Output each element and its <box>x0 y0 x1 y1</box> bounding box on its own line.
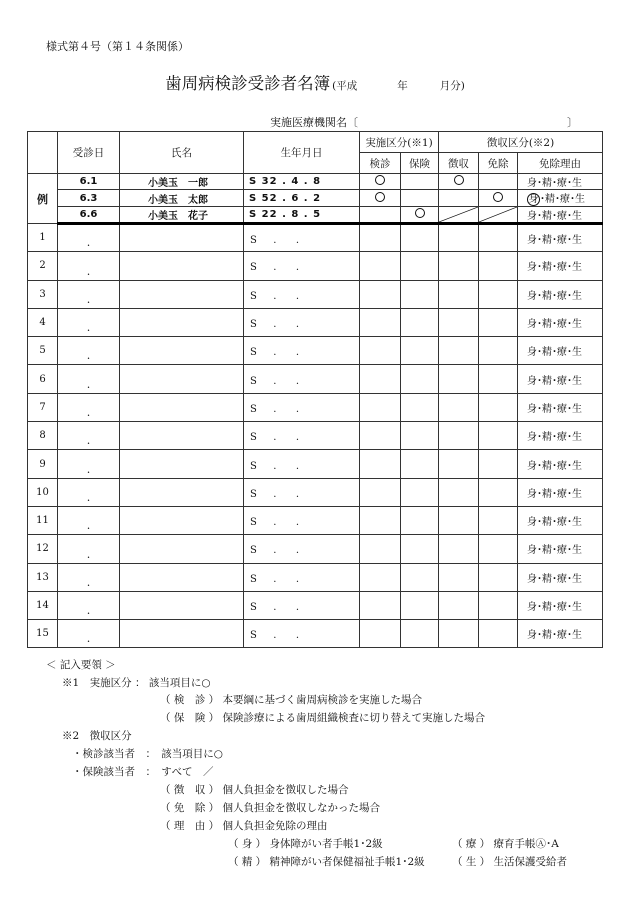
collect-field[interactable] <box>439 535 479 563</box>
example-exempt <box>479 174 518 190</box>
row-number: 11 <box>28 506 58 534</box>
exempt-reason-field[interactable]: 身･精･療･生 <box>518 563 603 591</box>
impl-exam-field[interactable] <box>360 478 401 506</box>
collect-field[interactable] <box>439 478 479 506</box>
exempt-field[interactable] <box>479 620 518 648</box>
example-impl-insurance <box>401 190 439 207</box>
row-number: 12 <box>28 535 58 563</box>
example-exempt-slash <box>479 207 518 224</box>
impl-exam-field[interactable] <box>360 591 401 619</box>
record-row <box>28 563 603 591</box>
exempt-field[interactable] <box>479 422 518 450</box>
collect-field[interactable] <box>439 337 479 365</box>
note-2h: （ 精 ） 精神障がい者保健福祉手帳1･2級 <box>228 856 425 868</box>
date-field[interactable]: . <box>58 535 120 563</box>
record-row <box>28 280 603 308</box>
row-number: 15 <box>28 620 58 648</box>
impl-insurance-field[interactable] <box>401 308 439 336</box>
dob-field[interactable]: S . . <box>244 252 360 280</box>
dob-field[interactable]: S . . <box>244 422 360 450</box>
collect-field[interactable] <box>439 365 479 393</box>
example-label: 例 <box>28 174 58 224</box>
circle-mark <box>375 175 385 185</box>
header-implementation: 実施区分(※1) <box>360 132 439 153</box>
note-2: ※2 徴収区分 <box>62 730 132 742</box>
row-number: 5 <box>28 337 58 365</box>
exempt-field[interactable] <box>479 591 518 619</box>
example-row <box>28 207 603 224</box>
note-2a: ・検診該当者 ： 該当項目に○ <box>72 748 223 760</box>
row-number: 6 <box>28 365 58 393</box>
header-name: 氏名 <box>120 132 244 174</box>
impl-insurance-field[interactable] <box>401 337 439 365</box>
impl-exam-field[interactable] <box>360 308 401 336</box>
example-name: 小美玉 花子 <box>120 207 244 224</box>
name-field[interactable] <box>120 506 244 534</box>
date-field[interactable]: . <box>58 308 120 336</box>
collect-field[interactable] <box>439 280 479 308</box>
row-number: 10 <box>28 478 58 506</box>
example-dob: S 52 . 6 . 2 <box>244 190 360 207</box>
collect-field[interactable] <box>439 224 479 252</box>
dob-field[interactable]: S . . <box>244 365 360 393</box>
page-title-block <box>0 70 630 94</box>
example-impl-insurance <box>401 174 439 190</box>
header-exempt: 免除 <box>479 153 518 174</box>
exempt-field[interactable] <box>479 478 518 506</box>
date-field[interactable]: . <box>58 478 120 506</box>
exempt-reason-field[interactable]: 身･精･療･生 <box>518 506 603 534</box>
institution-bracket-close: 〕 <box>567 116 578 129</box>
example-name: 小美玉 一郎 <box>120 174 244 190</box>
dob-field[interactable]: S . . <box>244 337 360 365</box>
name-field[interactable] <box>120 478 244 506</box>
impl-exam-field[interactable] <box>360 563 401 591</box>
exempt-reason-field[interactable]: 身･精･療･生 <box>518 393 603 421</box>
name-field[interactable] <box>120 393 244 421</box>
exempt-field[interactable] <box>479 450 518 478</box>
notes-heading: ＜ 記入要領 ＞ <box>46 659 116 671</box>
exempt-reason-field[interactable]: 身･精･療･生 <box>518 252 603 280</box>
exempt-field[interactable] <box>479 252 518 280</box>
dob-field[interactable]: S . . <box>244 308 360 336</box>
date-field[interactable]: . <box>58 620 120 648</box>
date-field[interactable]: . <box>58 563 120 591</box>
title-year: 年 <box>397 80 408 92</box>
example-date: 6.1 <box>58 174 120 190</box>
record-rows <box>28 224 603 648</box>
examinee-ledger-table <box>27 131 603 648</box>
header-impl-exam: 検診 <box>360 153 401 174</box>
record-row <box>28 620 603 648</box>
note-1a: （ 検 診 ） 本要綱に基づく歯周病検診を実施した場合 <box>160 694 423 706</box>
note-2d: （ 免 除 ） 個人負担金を徴収しなかった場合 <box>160 802 381 814</box>
example-impl-exam <box>360 174 401 190</box>
row-number: 7 <box>28 393 58 421</box>
impl-exam-field[interactable] <box>360 252 401 280</box>
collect-field[interactable] <box>439 422 479 450</box>
header-exam-date: 受診日 <box>58 132 120 174</box>
note-2i: （ 生 ） 生活保護受給者 <box>452 856 568 868</box>
header-dob: 生年月日 <box>244 132 360 174</box>
exempt-field[interactable] <box>479 224 518 252</box>
impl-exam-field[interactable] <box>360 620 401 648</box>
dob-field[interactable]: S . . <box>244 450 360 478</box>
example-reason <box>518 190 603 207</box>
date-field[interactable]: . <box>58 365 120 393</box>
collect-field[interactable] <box>439 620 479 648</box>
example-reason-rest: ･精･療･生 <box>540 194 585 205</box>
dob-field[interactable]: S . . <box>244 224 360 252</box>
note-2c: （ 徴 収 ） 個人負担金を徴収した場合 <box>160 784 349 796</box>
example-row <box>28 190 603 207</box>
example-impl-exam <box>360 207 401 224</box>
exempt-reason-field[interactable]: 身･精･療･生 <box>518 450 603 478</box>
impl-insurance-field[interactable] <box>401 224 439 252</box>
note-2b: ・保険該当者 ： すべて ／ <box>72 766 214 778</box>
date-field[interactable]: . <box>58 506 120 534</box>
title-era: (平成 <box>332 80 358 92</box>
impl-exam-field[interactable] <box>360 506 401 534</box>
institution-label: 実施医療機関名〔 <box>270 116 358 129</box>
example-row <box>28 174 603 190</box>
row-number: 9 <box>28 450 58 478</box>
example-date: 6.3 <box>58 190 120 207</box>
example-reason: 身･精･療･生 <box>518 207 603 224</box>
collect-field[interactable] <box>439 393 479 421</box>
impl-exam-field[interactable] <box>360 224 401 252</box>
impl-exam-field[interactable] <box>360 535 401 563</box>
impl-insurance-field[interactable] <box>401 422 439 450</box>
title-month: 月分) <box>439 80 465 92</box>
record-row <box>28 252 603 280</box>
date-field[interactable]: . <box>58 280 120 308</box>
impl-exam-field[interactable] <box>360 422 401 450</box>
record-row <box>28 591 603 619</box>
header-impl-insurance: 保険 <box>401 153 439 174</box>
dob-field[interactable]: S . . <box>244 393 360 421</box>
exempt-field[interactable] <box>479 365 518 393</box>
impl-insurance-field[interactable] <box>401 280 439 308</box>
collect-field[interactable] <box>439 252 479 280</box>
date-field[interactable]: . <box>58 337 120 365</box>
collect-field[interactable] <box>439 591 479 619</box>
date-field[interactable]: . <box>58 393 120 421</box>
impl-insurance-field[interactable] <box>401 535 439 563</box>
impl-insurance-field[interactable] <box>401 365 439 393</box>
example-dob: S 32 . 4 . 8 <box>244 174 360 190</box>
impl-exam-field[interactable] <box>360 365 401 393</box>
exempt-reason-field[interactable]: 身･精･療･生 <box>518 591 603 619</box>
example-reason: 身･精･療･生 <box>518 174 603 190</box>
impl-insurance-field[interactable] <box>401 478 439 506</box>
row-number: 3 <box>28 280 58 308</box>
dob-field[interactable]: S . . <box>244 620 360 648</box>
header-exempt-reason: 免除理由 <box>518 153 603 174</box>
dob-field[interactable]: S . . <box>244 563 360 591</box>
impl-insurance-field[interactable] <box>401 506 439 534</box>
name-field[interactable] <box>120 252 244 280</box>
exempt-reason-field[interactable]: 身･精･療･生 <box>518 478 603 506</box>
exempt-reason-field[interactable]: 身･精･療･生 <box>518 337 603 365</box>
header-collection: 徴収区分(※2) <box>439 132 603 153</box>
record-row <box>28 224 603 252</box>
name-field[interactable] <box>120 450 244 478</box>
impl-exam-field[interactable] <box>360 280 401 308</box>
exempt-field[interactable] <box>479 280 518 308</box>
impl-insurance-field[interactable] <box>401 563 439 591</box>
example-exempt <box>479 190 518 207</box>
note-2e: （ 理 由 ） 個人負担金免除の理由 <box>160 820 328 832</box>
impl-exam-field[interactable] <box>360 450 401 478</box>
name-field[interactable] <box>120 224 244 252</box>
impl-insurance-field[interactable] <box>401 393 439 421</box>
name-field[interactable] <box>120 280 244 308</box>
circled-reason-mark: 身 <box>528 194 539 205</box>
circle-mark <box>493 192 503 202</box>
record-row <box>28 450 603 478</box>
slash-mark <box>439 207 478 222</box>
name-field[interactable] <box>120 337 244 365</box>
impl-insurance-field[interactable] <box>401 252 439 280</box>
example-date: 6.6 <box>58 207 120 224</box>
dob-field[interactable]: S . . <box>244 535 360 563</box>
record-row <box>28 478 603 506</box>
impl-insurance-field[interactable] <box>401 620 439 648</box>
exempt-reason-field[interactable]: 身･精･療･生 <box>518 535 603 563</box>
record-row <box>28 506 603 534</box>
row-number: 1 <box>28 224 58 252</box>
dob-field[interactable]: S . . <box>244 506 360 534</box>
note-2f: （ 身 ） 身体障がい者手帳1･2級 <box>228 838 383 850</box>
date-field[interactable]: . <box>58 252 120 280</box>
exempt-reason-field[interactable]: 身･精･療･生 <box>518 280 603 308</box>
name-field[interactable] <box>120 308 244 336</box>
collect-field[interactable] <box>439 308 479 336</box>
date-field[interactable]: . <box>58 224 120 252</box>
record-row <box>28 337 603 365</box>
collect-field[interactable] <box>439 563 479 591</box>
date-field[interactable]: . <box>58 422 120 450</box>
dob-field[interactable]: S . . <box>244 591 360 619</box>
exempt-reason-field[interactable]: 身･精･療･生 <box>518 422 603 450</box>
example-impl-exam <box>360 190 401 207</box>
example-collect-slash <box>439 207 479 224</box>
exempt-reason-field[interactable]: 身･精･療･生 <box>518 308 603 336</box>
note-1b: （ 保 険 ） 保険診療による歯周組織検査に切り替えて実施した場合 <box>160 712 486 724</box>
impl-insurance-field[interactable] <box>401 591 439 619</box>
slash-mark <box>479 207 517 222</box>
circle-mark <box>454 175 464 185</box>
name-field[interactable] <box>120 620 244 648</box>
note-1: ※1 実施区分 ： 該当項目に○ <box>62 677 211 689</box>
name-field[interactable] <box>120 535 244 563</box>
name-field[interactable] <box>120 591 244 619</box>
exempt-reason-field[interactable]: 身･精･療･生 <box>518 620 603 648</box>
exempt-field[interactable] <box>479 393 518 421</box>
dob-field[interactable]: S . . <box>244 280 360 308</box>
collect-field[interactable] <box>439 506 479 534</box>
example-impl-insurance <box>401 207 439 224</box>
exempt-field[interactable] <box>479 308 518 336</box>
page-title: 歯周病検診受診者名簿 <box>165 74 331 93</box>
header-corner <box>28 132 58 174</box>
example-collect <box>439 174 479 190</box>
collect-field[interactable] <box>439 450 479 478</box>
record-row <box>28 308 603 336</box>
exempt-field[interactable] <box>479 506 518 534</box>
name-field[interactable] <box>120 365 244 393</box>
record-row <box>28 422 603 450</box>
date-field[interactable]: . <box>58 450 120 478</box>
name-field[interactable] <box>120 422 244 450</box>
example-dob: S 22 . 8 . 5 <box>244 207 360 224</box>
row-number: 8 <box>28 422 58 450</box>
note-2g: （ 療 ） 療育手帳Ⓐ･A <box>452 838 559 850</box>
exempt-reason-field[interactable]: 身･精･療･生 <box>518 224 603 252</box>
row-number: 14 <box>28 591 58 619</box>
circle-mark <box>375 192 385 202</box>
name-field[interactable] <box>120 563 244 591</box>
example-name: 小美玉 太郎 <box>120 190 244 207</box>
dob-field[interactable]: S . . <box>244 478 360 506</box>
impl-exam-field[interactable] <box>360 337 401 365</box>
record-row <box>28 535 603 563</box>
date-field[interactable]: . <box>58 591 120 619</box>
circle-mark <box>415 208 425 218</box>
row-number: 4 <box>28 308 58 336</box>
form-number: 様式第４号（第１４条関係） <box>46 40 189 53</box>
record-row <box>28 393 603 421</box>
record-row <box>28 365 603 393</box>
exempt-field[interactable] <box>479 563 518 591</box>
example-collect <box>439 190 479 207</box>
exempt-field[interactable] <box>479 535 518 563</box>
impl-insurance-field[interactable] <box>401 450 439 478</box>
exempt-reason-field[interactable]: 身･精･療･生 <box>518 365 603 393</box>
header-collect: 徴収 <box>439 153 479 174</box>
row-number: 13 <box>28 563 58 591</box>
exempt-field[interactable] <box>479 337 518 365</box>
row-number: 2 <box>28 252 58 280</box>
impl-exam-field[interactable] <box>360 393 401 421</box>
